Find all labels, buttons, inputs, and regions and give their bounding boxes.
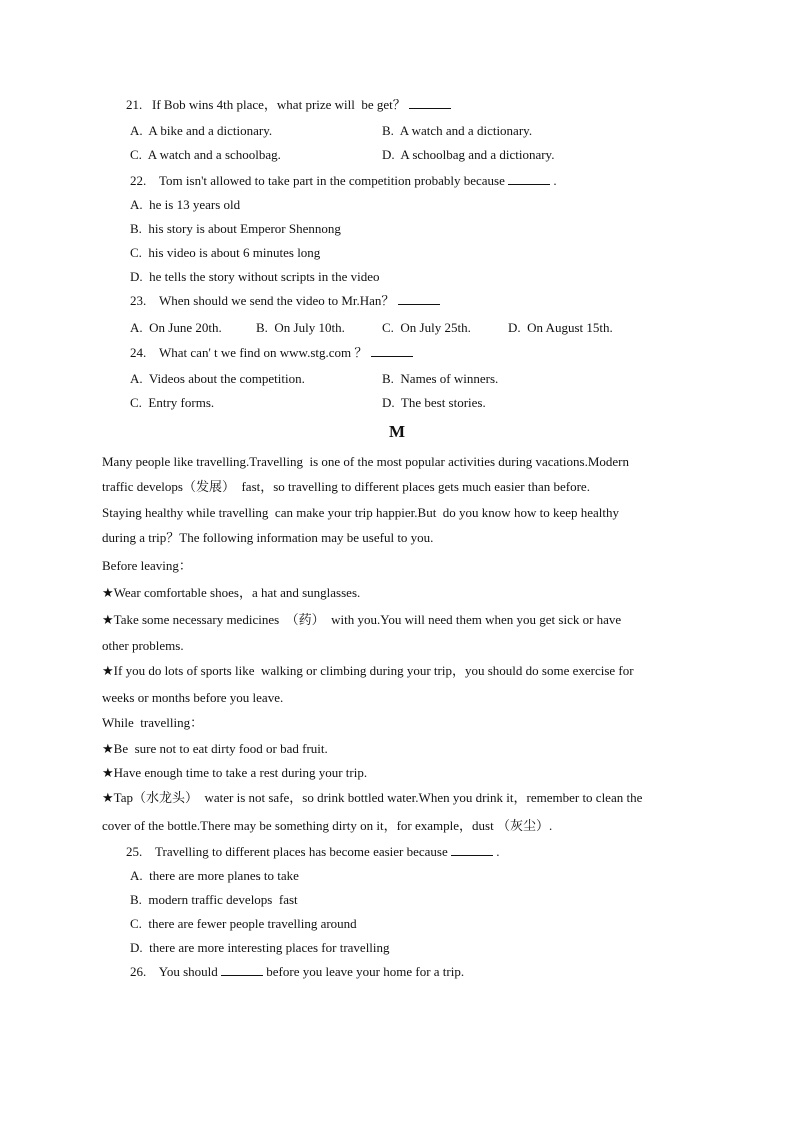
question-26: 26. You should before you leave your home for a trip. <box>130 964 465 979</box>
q23-option-a: A. On June 20th. <box>130 320 222 335</box>
question-21: 21. If Bob wins 4th place，what prize will be get？ <box>126 97 451 113</box>
q21-option-b: B. A watch and a dictionary. <box>382 123 533 138</box>
q24-option-a: A. Videos about the competition. <box>130 371 305 386</box>
q23-option-c: C. On July 25th. <box>382 320 471 335</box>
answer-blank <box>409 97 451 109</box>
section-title: M <box>388 422 406 441</box>
passage-line: Many people like travelling.Travelling is one of the most popular activities during vacations.Modern <box>102 454 629 469</box>
tip-item-continued: other problems. <box>102 638 184 653</box>
q22-option-c: C. his video is about 6 minutes long <box>130 245 321 260</box>
answer-blank <box>221 964 263 976</box>
tip-item: ★If you do lots of sports like walking or climbing during your trip，you should do some exercise for <box>102 663 634 678</box>
passage-line: Staying healthy while travelling can make your trip happier.But do you know how to keep healthy <box>102 505 619 520</box>
tip-item: ★Take some necessary medicines （药） with you.You will need them when you get sick or have <box>102 612 622 627</box>
question-23: 23. When should we send the video to Mr.Han？ <box>130 293 440 309</box>
tip-item: ★Have enough time to take a rest during your trip. <box>102 765 368 780</box>
answer-blank <box>451 844 493 856</box>
tip-item: ★Tap（水龙头） water is not safe，so drink bottled water.When you drink it，remember to clean the <box>102 790 643 805</box>
q25-option-d: D. there are more interesting places for travelling <box>130 940 390 955</box>
question-24: 24. What can' t we find on www.stg.com ？ <box>130 345 413 361</box>
q23-option-b: B. On July 10th. <box>256 320 345 335</box>
q22-option-a: A. he is 13 years old <box>130 197 241 212</box>
passage-line: traffic develops（发展） fast，so travelling to different places gets much easier than before. <box>102 479 590 494</box>
while-travelling-heading: While travelling： <box>102 715 204 730</box>
question-22: 22. Tom isn't allowed to take part in the competition probably because . <box>130 173 557 188</box>
q21-option-d: D. A schoolbag and a dictionary. <box>382 147 555 162</box>
q21-option-a: A. A bike and a dictionary. <box>130 123 273 138</box>
q25-option-c: C. there are fewer people travelling around <box>130 916 357 931</box>
passage-line: during a trip？The following information may be useful to you. <box>102 530 434 545</box>
question-25: 25. Travelling to different places has become easier because . <box>126 844 500 859</box>
answer-blank <box>508 173 550 185</box>
answer-blank <box>398 293 440 305</box>
before-leaving-heading: Before leaving： <box>102 558 192 573</box>
tip-item-continued: weeks or months before you leave. <box>102 690 284 705</box>
q21-option-c: C. A watch and a schoolbag. <box>130 147 281 162</box>
q22-option-b: B. his story is about Emperor Shennong <box>130 221 341 236</box>
q24-option-d: D. The best stories. <box>382 395 486 410</box>
q25-option-b: B. modern traffic develops fast <box>130 892 298 907</box>
q24-option-b: B. Names of winners. <box>382 371 499 386</box>
tip-item: ★Be sure not to eat dirty food or bad fruit. <box>102 741 328 756</box>
tip-item-continued: cover of the bottle.There may be something dirty on it，for example，dust （灰尘）. <box>102 818 553 833</box>
tip-item: ★Wear comfortable shoes，a hat and sunglasses. <box>102 585 361 600</box>
answer-blank <box>371 345 413 357</box>
q24-option-c: C. Entry forms. <box>130 395 215 410</box>
q25-option-a: A. there are more planes to take <box>130 868 299 883</box>
q23-option-d: D. On August 15th. <box>508 320 613 335</box>
q22-option-d: D. he tells the story without scripts in the video <box>130 269 380 284</box>
